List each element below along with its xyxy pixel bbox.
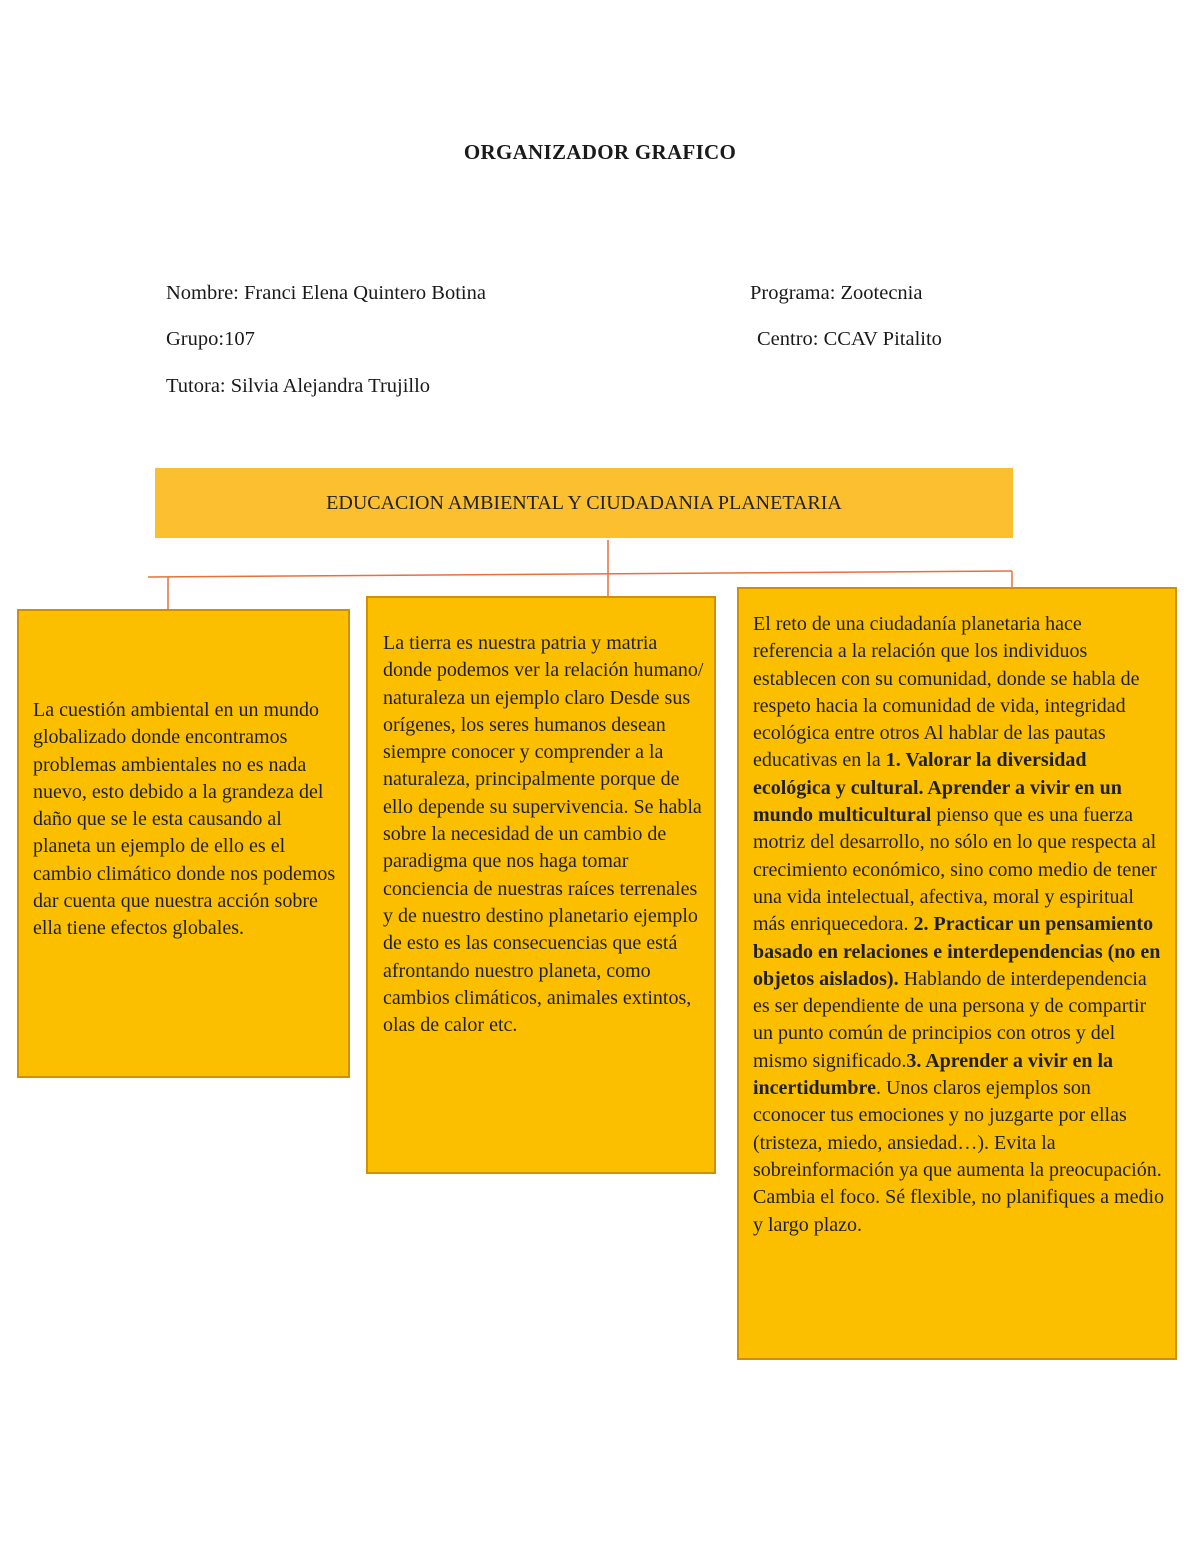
box3-point2-text: Hablando de interdependencia es ser dependiente de una persona y de compartir un punto común de principios con otros y del mismo significado.: [753, 967, 1147, 1072]
box3-intro: El reto de una ciudadanía planetaria hace referencia a la relación que los individuos establecen con su comunidad, donde se habla de respeto hacia la comunidad de vida, integridad ecológica entre otros Al hablar de las pautas educativas en la: [753, 613, 1140, 772]
programa-line: Programa: Zootecnia: [750, 282, 923, 304]
main-topic-box: [155, 468, 1013, 538]
nombre-line: Nombre: Franci Elena Quintero Botina: [166, 282, 486, 304]
centro-line: Centro: CCAV Pitalito: [757, 328, 942, 350]
box3-point3-text: . Unos claros ejemplos son cconocer tus emociones y no juzgarte por ellas (tristeza, miedo, ansiedad…). Evita la sobreinformación ya que aumenta la preocupación. Cambia el foco. Sé flexible, no planifiques a medio y largo plazo.: [753, 1077, 1164, 1236]
box3-point1-text: pienso que es una fuerza motriz del desarrollo, no sólo en lo que respecta al crecimiento económico, sino como medio de tener una vida intelectual, afectiva, moral y espiritual más enriquecedora.: [753, 804, 1157, 936]
box3-point3-heading: 3. Aprender a vivir en la incertidumbre: [753, 1049, 1114, 1100]
tutora-line: Tutora: Silvia Alejandra Trujillo: [166, 375, 431, 397]
concept-box-left: [17, 609, 350, 1078]
concept-box-left-text: La cuestión ambiental en un mundo globalizado donde encontramos problemas ambientales no es nada nuevo, esto debido a la grandeza del daño que se le esta causando al planeta un ejemplo de ello es el cambio climático donde nos podemos dar cuenta que nuestra acción sobre ella tiene efectos globales.: [33, 699, 336, 940]
grupo-line: Grupo:107: [166, 328, 255, 350]
concept-box-center: [366, 596, 716, 1174]
concept-box-right: [737, 587, 1177, 1360]
box3-point1-heading: 1. Valorar la diversidad ecológica y cultural. Aprender a vivir en un mundo multicultural: [753, 749, 1122, 827]
connector-horizontal: [148, 571, 1012, 577]
concept-box-center-text: La tierra es nuestra patria y matria donde podemos ver la relación humano/ naturaleza un ejemplo claro Desde sus orígenes, los seres humanos desean siempre conocer y comprender a la naturaleza, principalmente porque de ello depende su supervivencia. Se habla sobre la necesidad de un cambio de paradigma que nos haga tomar conciencia de nuestras raíces terrenales y de nuestro destino planetario ejemplo de esto es las consecuencias que está afrontando nuestro planeta, como cambios climáticos, animales extintos, olas de calor etc.: [383, 632, 704, 1037]
box3-point2-heading: 2. Practicar un pensamiento basado en relaciones e interdependencias (no en objetos aislados).: [753, 913, 1161, 990]
main-topic-label: EDUCACION AMBIENTAL Y CIUDADANIA PLANETARIA: [326, 491, 842, 514]
page-title: ORGANIZADOR GRAFICO: [463, 140, 737, 164]
